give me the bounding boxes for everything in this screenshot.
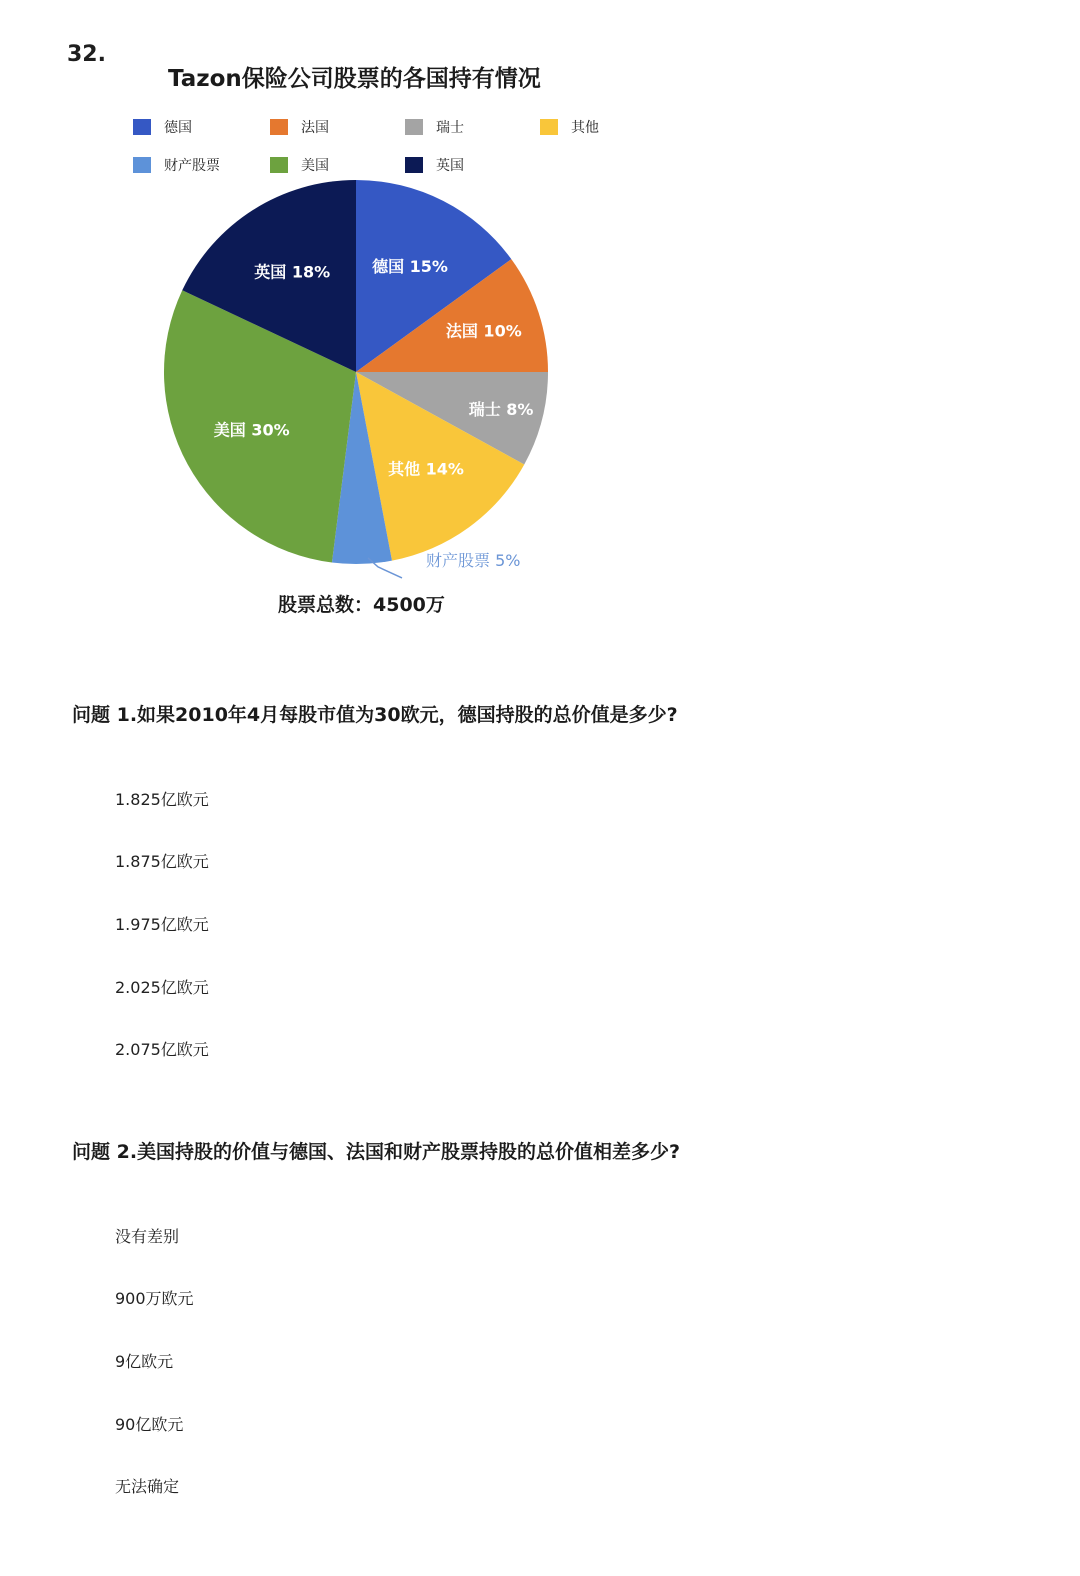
slice-label-uk: 英国 18% [254,262,331,282]
legend-label-property-stock: 财产股票 [164,158,220,174]
question-1-option-c[interactable]: 1.975亿欧元 [115,915,209,934]
legend-label-germany: 德国 [164,120,192,136]
question-number: 32. [67,42,106,67]
slice-label-property-stock: 财产股票 5% [426,551,521,570]
slice-label-other: 其他 14% [388,459,464,479]
question-1-option-d[interactable]: 2.025亿欧元 [115,978,209,997]
question-2-text: 问题 2.美国持股的价值与德国、法国和财产股票持股的总价值相差多少? [72,1141,681,1163]
total-shares-label: 股票总数：4500万 [278,594,445,616]
legend-label-france: 法国 [301,120,329,136]
slice-label-germany: 德国 15% [372,256,448,276]
legend-label-uk: 英国 [436,158,464,174]
pie-slices [164,180,548,564]
question-1-text: 问题 1.如果2010年4月每股市值为30欧元，德国持股的总价值是多少? [72,704,678,726]
question-1-option-b[interactable]: 1.875亿欧元 [115,852,209,871]
slice-label-usa: 美国 30% [213,420,290,440]
legend-label-switzerland: 瑞士 [436,120,464,136]
question-1-option-a[interactable]: 1.825亿欧元 [115,790,209,809]
question-2-option-b[interactable]: 900万欧元 [115,1289,194,1308]
question-2-option-c[interactable]: 9亿欧元 [115,1352,174,1371]
slice-label-france: 法国 10% [445,321,522,341]
question-2-option-e[interactable]: 无法确定 [115,1477,180,1496]
legend-label-other: 其他 [571,120,599,136]
pie-chart [0,0,1080,600]
chart-title: Tazon保险公司股票的各国持有情况 [168,66,541,92]
question-1-option-e[interactable]: 2.075亿欧元 [115,1040,209,1059]
question-2-option-a[interactable]: 没有差别 [115,1227,180,1246]
slice-label-switzerland: 瑞士 8% [468,400,534,420]
legend-label-usa: 美国 [301,158,329,174]
question-2-option-d[interactable]: 90亿欧元 [115,1415,184,1434]
